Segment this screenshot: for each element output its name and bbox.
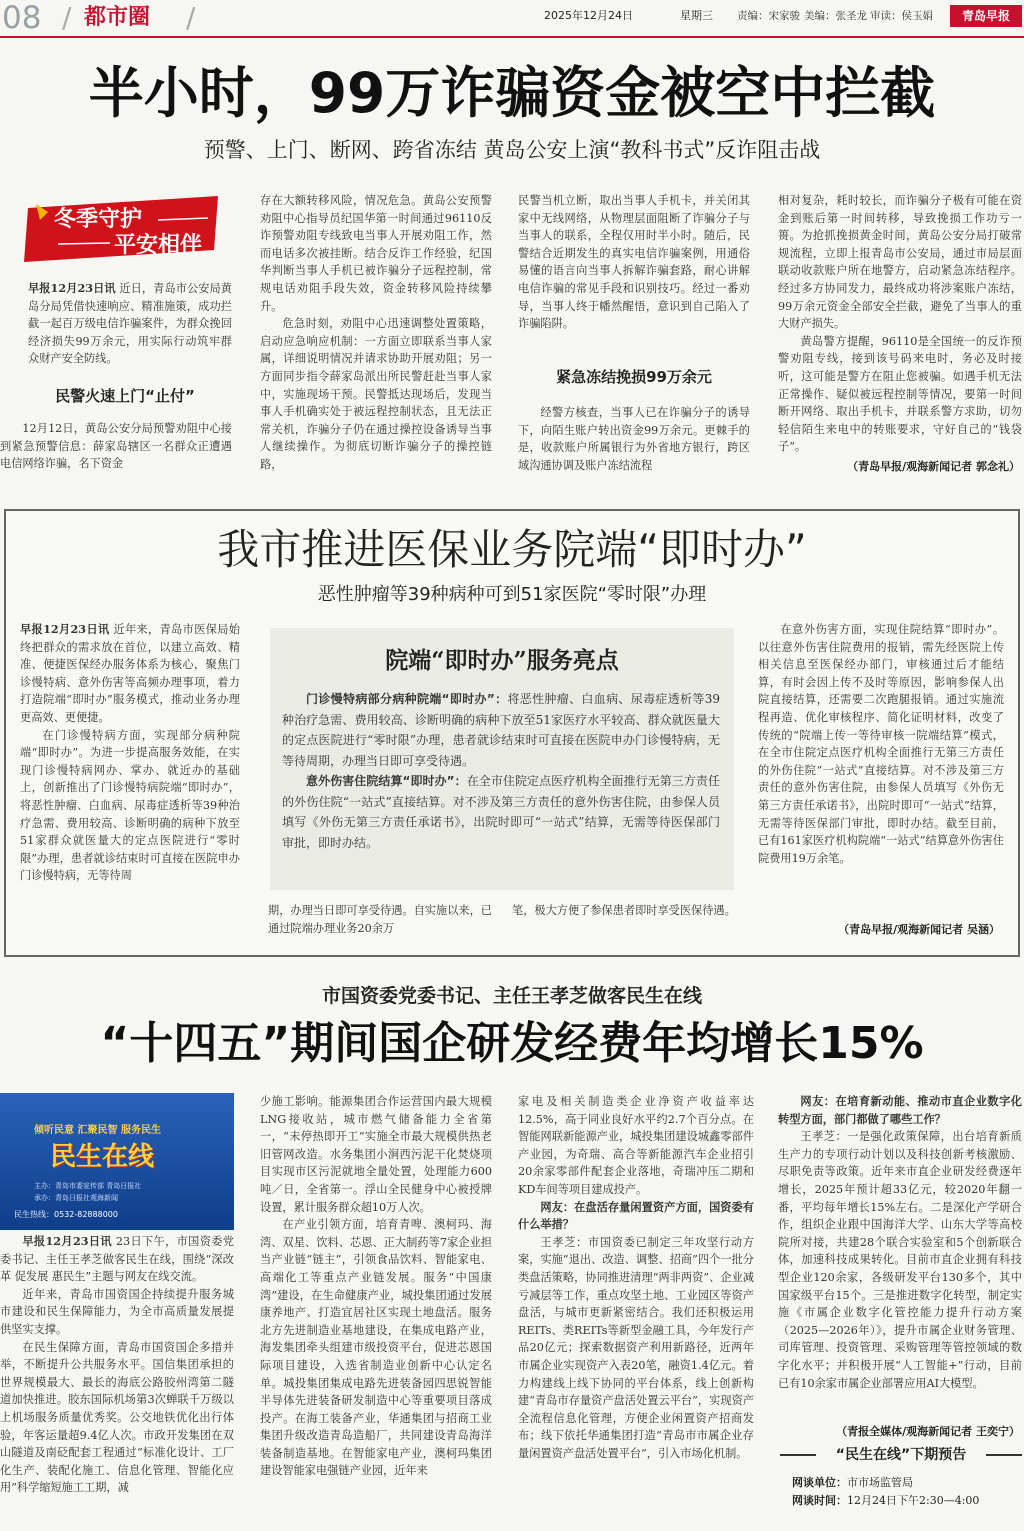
article2-subheadline: 恶性肿瘤等39种病种可到51家医院“零时限”办理 bbox=[317, 584, 707, 605]
dateline-lead: 早报12月23日讯 bbox=[28, 281, 116, 295]
article1-signature: （青岛早报/观海新闻记者 郭念礼） bbox=[847, 460, 1020, 473]
article2-col2-tail: 期，办理当日即可享受待遇。自实施以来，已通过院端办理业务20余万 bbox=[268, 904, 492, 935]
article1-subhead1: 民警火速上门“止付” bbox=[55, 387, 195, 405]
banner-tagline: 倾听民意 汇聚民智 服务民生 bbox=[34, 1125, 161, 1136]
header-rule bbox=[0, 36, 1024, 38]
article1-col1-text: 近日，青岛市公安局黄岛分局凭借快速响应、精准施策，成功拦截一起百万级电信诈骗案件，为群众挽回经济损失99万余元，用实际行动筑牢群众财产安全防线。 bbox=[28, 282, 232, 366]
article3-signature: （青报全媒体/观海新闻记者 王奕宁） bbox=[836, 1425, 1020, 1438]
designer-credit: 美编：张圣龙 bbox=[804, 10, 867, 22]
article3-col4: 网友：在培育新动能、推动市直企业数字化转型方面，部门都做了哪些工作？ 王孝芝：一是强化政策保障，出台培育新质生产力的专项行动计划以及科技创新考核激励、尽职免责等政策。近年来市直企业研发经费逐年增长，2025年预计超33亿元，较2020年翻一番，平均每年增长15%左右。二是深化产学研合作，组织企业跟中国海洋大学、山东大学等高校院所对接，共建28个联合实验室和5个创新联合体，加速科技成果转化。目前市直企业拥有科技型企业120余家，各级研发平台130多个，其中国家级平台15个。三是推进数字化转型，制定实施《市属企业数字化管控能力提升行动方案（2025—2026年）》，提升市属企业财务管理、司库管理、投资管理、采购管理等管控领域的数字化水平；并积极开展“人工智能+”行动，目前已有10余家市属企业部署应用AI大模型。 bbox=[778, 1094, 1022, 1390]
banner-line1: 冬季守护 bbox=[54, 206, 143, 232]
banner-organizer: 主办：青岛市委宣传部 青岛日报社 bbox=[34, 1182, 142, 1190]
minsheng-online-banner bbox=[0, 1093, 234, 1230]
issue-weekday: 星期三 bbox=[680, 9, 713, 22]
article2-col4: 在意外伤害方面，实现住院结算“即时办”。以往意外伤害住院费用的报销，需先经医院上传相关信息至医保经办部门，审核通过后才能结算，有时会因上传不及时等原因，影响参保人出院直接结算，还需要二次跑腿报销。通过实施流程再造、优化审核程序、简化证明材料，改变了传统的“院端上传一等待审核一院端结算”模式，在全市住院定点医疗机构全面推行无第三方责任的外伤住院“一站式”直接结算。对不涉及第三方责任的意外伤害住院，由参保人员填写《外伤无第三方责任承诺书》，出院时即可“一站式”结算，无需等待医保部门审批，即时办结。截至目前，已有161家医疗机构院端“一站式”结算意外伤害住院费用19万余笔。 bbox=[758, 623, 1004, 865]
article1-col2: 存在大额转移风险，情况危急。黄岛公安预警劝阻中心指导员纪国华第一时间通过96110反诈预警劝阻专线致电当事人开展劝阻工作，然而电话多次被挂断。结合反诈工作经验，纪国华判断当事人手机已被诈骗分子远程控制，常规电话劝阻手段失效，资金转移风险持续攀升。 危急时刻，劝阻中心迅速调整处置策略，启动应急响应机制：一方面立即联系当事人家属，详细说明情况并请求协助开展劝阻；另一方面同步指令薛家岛派出所民警赶赴当事人家中，实施现场干预。民警抵达现场后，发现当事人手机确实处于被远程控制状态，且无法正常关机，诈骗分子仍在通过操控设备诱导当事人继续操作。为彻底切断诈骗分子的操控链路， bbox=[260, 194, 492, 471]
article1-subhead2: 紧急冻结挽损99万余元 bbox=[556, 368, 712, 386]
article1-col1-intro bbox=[28, 280, 232, 370]
article3-col1: 早报12月23日讯 23日下午，市国资委党委书记、主任王孝芝做客民生在线，围绕“深改革 促发展 惠民生”主题与网友在线交流。 近年来，青岛市国资国企持续提升服务城市建设和民生保障能力，为全市高质量发展提供坚实支撑。 在民生保障方面，青岛市国资国企多措并举，不断提升公共服务水平。国信集团承担的世界规模最大、最长的海底公路胶州湾第二隧道加快推进。胶东国际机场第3次蝉联千万级以上机场服务质量优秀奖。公交地铁优化出行体验，年客运量超9.4亿人次。市政开发集团在双山隧道及南砭配套工程通过“标准化设计、工厂化生产、装配化施工、信息化管理、智能化应用”科学缩短施工工期，减 bbox=[0, 1234, 234, 1495]
article3-col2: 少施工影响。能源集团合作运营国内最大规模LNG接收站，城市燃气储备能力全省第一，“未停热即开工”实施全市最大规模供热老旧管网改造。水务集团小涧西污泥干化焚烧项目实现市区污泥就地全量处置，处理能力600吨／日，全省第一。浮山全民健身中心被授牌设置，累计服务群众超10万人次。 在产业引领方面，培育青啤、澳柯玛、海湾、双星、饮料、芯恩、正大制药等7家企业担当产业链“链主”，引领食品饮料、智能家电、高端化工等重点产业链发展。服务“中国康湾”建设，在生命健康产业，城投集团通过发展康养地产、打造宜居社区实现土地盘活。服务北方先进制造业基地建设，在集成电路产业，海发集团牵头组建市级投资平台，促进芯恩国际项目建设，入选省制造业创新中心认定名单。城投集团集成电路先进装备园四思锐智能半导体先进装备研发制造中心等重要项目落成投产。在海工装备产业，华通集团与招商工业集团升级改造青岛造船厂，共同建设青岛海洋装备制造基地。在智能家电产业，澳柯玛集团建设智能家电强链产业园，近年来 bbox=[260, 1095, 492, 1478]
banner-hotline: 民生热线：0532-82888000 bbox=[14, 1210, 118, 1219]
banner-co-organizer: 承办：青岛日报社观海新闻 bbox=[34, 1194, 118, 1202]
article2-col1: 早报12月23日讯 近年来，青岛市医保局始终把群众的需求放在首位，以建立高效、精准、便捷医保经办服务体系为核心，聚焦门诊慢特病、意外伤害等高频办理事项，着力打造院端“即时办”服务模式，推动业务办理更高效、更便捷。 在门诊慢特病方面，实现部分病种院端“即时办”。为进一步提高服务效能，在实现门诊慢特病网办、掌办、就近办的基础上，创新推出了门诊慢特病院端“即时办”，将恶性肿瘤、白血病、尿毒症透析等39种治疗急需、费用较高、诊断明确的病种下放至51家群众就医量大的定点医院进行“零时限”办理，患者就诊结束时可直接在医院申办门诊慢特病，无等待周 bbox=[20, 622, 240, 883]
header-divider: / bbox=[186, 1, 196, 34]
article2-headline: 我市推进医保业务院端“即时办” bbox=[217, 525, 807, 574]
dateline-lead: 早报12月23日讯 bbox=[20, 622, 110, 636]
preview-time: 12月24日下午2:30—4:00 bbox=[847, 1494, 980, 1507]
article3-kicker: 市国资委党委书记、主任王孝芝做客民生在线 bbox=[321, 985, 702, 1007]
section-name: 都市圈 bbox=[84, 5, 151, 30]
article1-col1-body: 12月12日，黄岛公安分局预警劝阻中心接到紧急预警信息：薛家岛辖区一名群众正遭遇电信网络诈骗，名下资金 bbox=[0, 422, 232, 471]
service-highlights-body: 门诊慢特病部分病种院端“即时办”：将恶性肿瘤、白血病、尿毒症透析等39种治疗急需、费用较高、诊断明确的病种下放至51家医疗水平较高、群众就医量大的定点医院进行“零时限”办理，患者就诊结束时可直接在医院申办门诊慢特病，无等待周期，办理当日即可享受待遇。 意外伤害住院结算“即时办”：在全市住院定点医疗机构全面推行无第三方责任的外伤住院“一站式”直接结算。对不涉及第三方责任的意外伤害住院，由参保人员填写《外伤无第三方责任承诺书》，出院时即可“一站式”结算，无需等待医保部门审批，即时办结。 bbox=[282, 692, 720, 850]
winter-safety-banner bbox=[18, 190, 228, 268]
proofreader-credit: 审读：侯玉娟 bbox=[870, 10, 933, 22]
article2-signature: （青岛早报/观海新闻记者 吴涵） bbox=[838, 923, 1000, 936]
service-highlights-title: 院端“即时办”服务亮点 bbox=[385, 647, 619, 674]
banner-line2: 平安相伴 bbox=[114, 232, 203, 258]
next-issue-preview: “民生在线”下期预告 网谈单位：市市场监管局 网谈时间：12月24日下午2:30—4:00 bbox=[780, 1454, 1022, 1530]
article3-col3: 家电及相关制造类企业净资产收益率达12.5%，高于同业良好水平约2.7个百分点。在智能网联新能源产业，城投集团建设城鑫零部件产业园，为奇瑞、高合等新能源汽车企业招引20余家零部件配套企业落地，奇瑞冲压二期和KD车间等项目建成投产。 网友：在盘活存量闲置资产方面，国资委有什么举措？ 王孝芝：市国资委已制定三年攻坚行动方案，实施“退出、改造、调整、招商”四个一批分类盘活策略，协同推进清理“两非两资”、企业减亏减层等工作，重点攻坚土地、工业园区等资产盘活，与城市更新紧密结合。我们还积极运用REITs、类REITs等新型金融工具，今年发行产品20亿元；探索数据资产利用新路径，近两年市属企业实现资产入表20笔，融资1.4亿元。着力构建线上线下协同的平台体系，线上创新构建“青岛市存量资产盘活处置云平台”，实现资产全流程信息化管理，方便企业闲置资产招商发布；线下依托华通集团打造“青岛市市属企业存量闲置资产盘活处置平台”，引入市场化机制。 bbox=[518, 1095, 754, 1460]
article1-subheadline: 预警、上门、断网、跨省冻结 黄岛公安上演“教科书式”反诈阻击战 bbox=[203, 138, 821, 162]
page-number: 08 bbox=[2, 0, 42, 36]
preview-title: “民生在线”下期预告 bbox=[816, 1444, 986, 1466]
header-divider: / bbox=[62, 1, 72, 34]
article2-col3-tail: 笔，极大方便了参保患者即时享受医保待遇。 bbox=[512, 904, 736, 917]
newspaper-logo: 青岛早报 bbox=[950, 5, 1022, 27]
preview-unit: 市市场监管局 bbox=[847, 1476, 913, 1489]
article1-headline: 半小时，99万诈骗资金被空中拦截 bbox=[88, 61, 936, 125]
article1-col3-bottom: 经警方核查，当事人已在诈骗分子的诱导下，向陌生账户转出资金99万余元。更棘手的是，收款账户所属银行为外省地方银行，跨区域沟通协调及账户冻结流程 bbox=[518, 406, 750, 472]
banner-title: 民生在线 bbox=[50, 1142, 155, 1172]
issue-date: 2025年12月24日 bbox=[544, 9, 633, 22]
dateline-lead: 早报12月23日讯 bbox=[22, 1234, 112, 1248]
article1-col4: 相对复杂，耗时较长，而诈骗分子极有可能在资金到账后第一时间转移，导致挽损工作功亏一篑。为抢抓挽损黄金时间，黄岛公安分局打破常规流程，立即上报青岛市公安局，通过市局层面联动收款账户所在地警方，启动紧急冻结程序。经过多方协同发力，最终成功将涉案账户冻结，99万余元资金全部安全拦截，避免了当事人的重大财产损失。 黄岛警方提醒，96110是全国统一的反诈预警劝阻专线，接到该号码来电时，务必及时接听，这可能是警方在阻止您被骗。如遇手机无法正常操作、疑似被远程控制等情况，要第一时间断开网络、取出手机卡，并联系警方求助，切勿轻信陌生来电中的转账要求，守好自己的“钱袋子”。 bbox=[778, 194, 1022, 454]
article3-headline: “十四五”期间国企研发经费年均增长15% bbox=[100, 1018, 924, 1069]
editor-credit: 责编：宋家骏 bbox=[737, 10, 800, 22]
article1-col3-top: 民警当机立断，取出当事人手机卡，并关闭其家中无线网络，从物理层面阻断了诈骗分子与当事人的联系，全程仅用时半小时。随后，民警结合近期发生的真实电信诈骗案例，用通俗易懂的语言向当事人拆解诈骗套路，耐心讲解电信诈骗的常见手段和识别技巧。经过一番劝导，当事人终于幡然醒悟，意识到自己陷入了诈骗陷阱。 bbox=[518, 194, 750, 331]
